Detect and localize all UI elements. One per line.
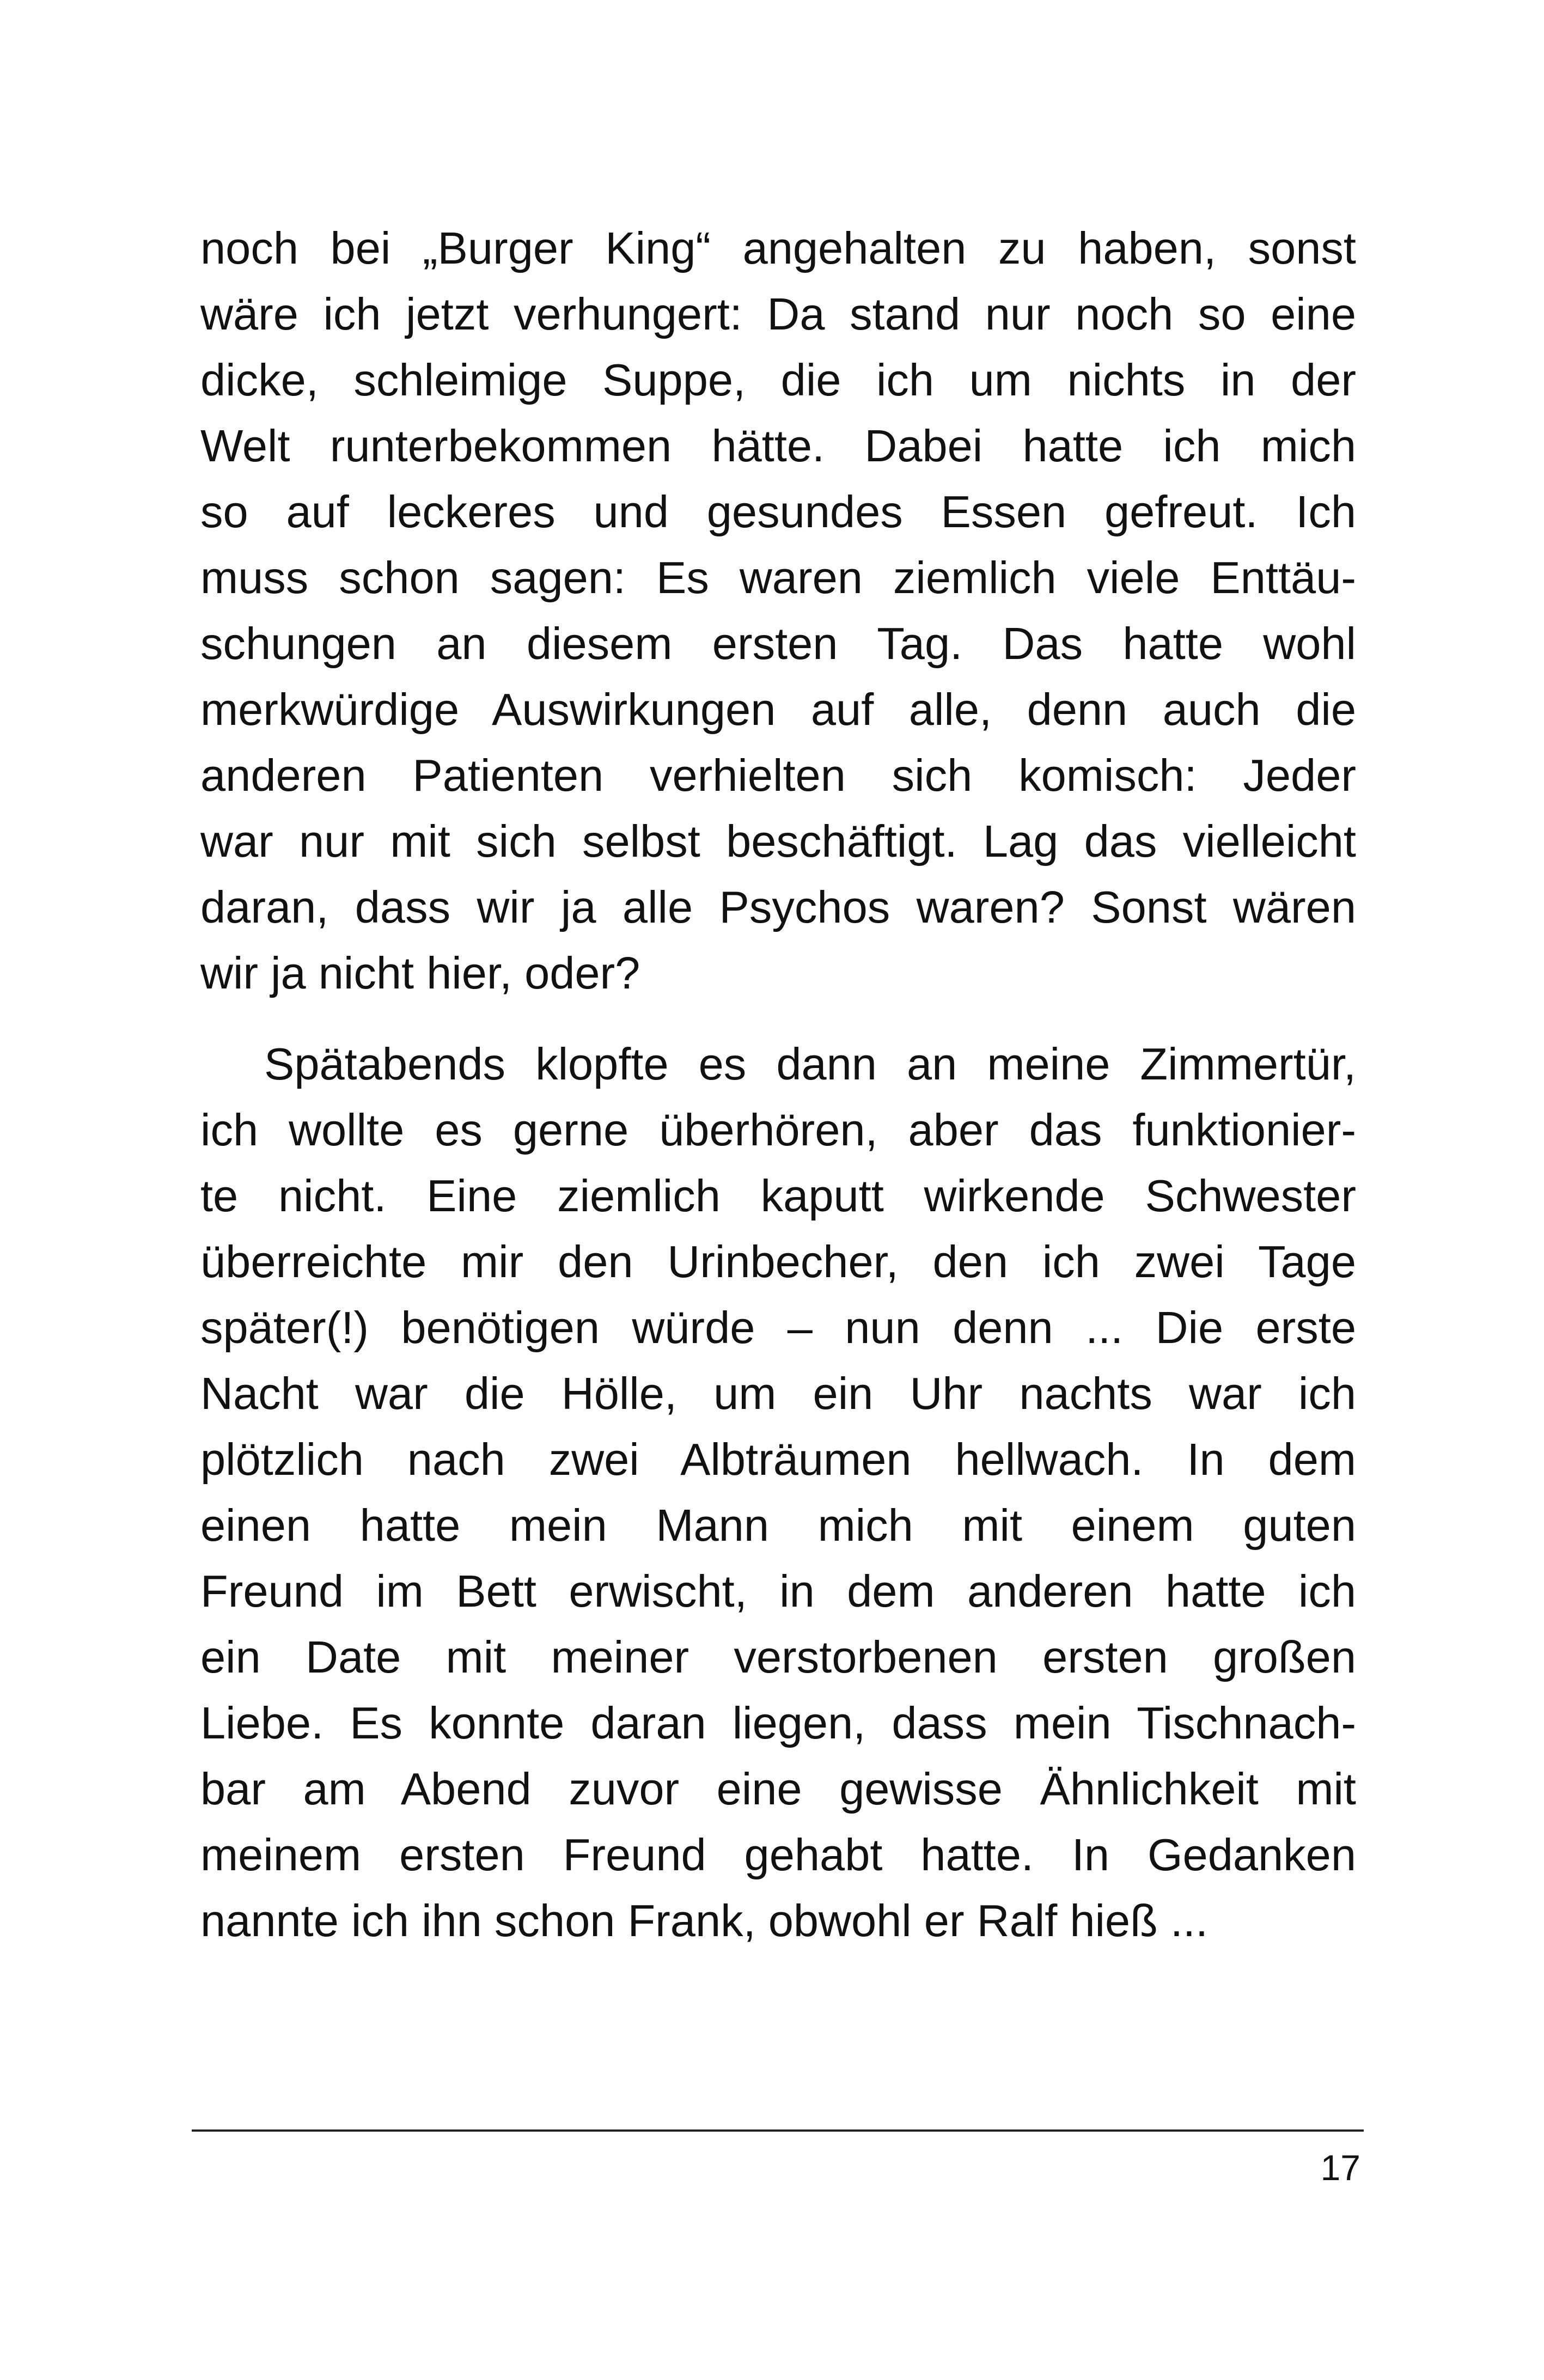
text-line: Welt runterbekommen hätte. Dabei hatte ich mich <box>200 420 1356 471</box>
body-text <box>200 215 1356 1954</box>
text-line: anderen Patienten verhielten sich komisch: Jeder <box>200 750 1356 801</box>
footer-divider <box>192 2129 1364 2132</box>
text-line: Nacht war die Hölle, um ein Uhr nachts war ich <box>200 1368 1356 1419</box>
text-line: Spätabends klopfte es dann an meine Zimmertür, <box>264 1039 1356 1089</box>
text-line: nannte ich ihn schon Frank, obwohl er Ralf hieß ... <box>200 1895 1209 1946</box>
text-line: Freund im Bett erwischt, in dem anderen hatte ich <box>200 1566 1356 1616</box>
text-line: später(!) benötigen würde – nun denn ... Die erste <box>200 1302 1356 1353</box>
text-line: muss schon sagen: Es waren ziemlich viele Enttäu- <box>200 552 1356 603</box>
text-line: überreichte mir den Urinbecher, den ich zwei Tage <box>200 1236 1356 1287</box>
text-line: te nicht. Eine ziemlich kaputt wirkende Schwester <box>200 1170 1356 1221</box>
text-line: wir ja nicht hier, oder? <box>200 948 640 998</box>
text-line: ich wollte es gerne überhören, aber das funktionier- <box>200 1104 1356 1155</box>
text-line: war nur mit sich selbst beschäftigt. Lag das vielleicht <box>200 816 1356 866</box>
text-line: bar am Abend zuvor eine gewisse Ähnlichkeit mit <box>200 1763 1356 1814</box>
text-line: merkwürdige Auswirkungen auf alle, denn auch die <box>200 684 1356 735</box>
text-line: meinem ersten Freund gehabt hatte. In Gedanken <box>200 1829 1356 1880</box>
text-line: daran, dass wir ja alle Psychos waren? Sonst wären <box>200 882 1356 932</box>
text-line: dicke, schleimige Suppe, die ich um nichts in der <box>200 355 1356 405</box>
text-line: wäre ich jetzt verhungert: Da stand nur noch so eine <box>200 289 1356 339</box>
text-line: einen hatte mein Mann mich mit einem guten <box>200 1500 1356 1551</box>
text-line: so auf leckeres und gesundes Essen gefreut. Ich <box>200 486 1356 537</box>
paragraph-gap <box>200 1006 1356 1031</box>
text-line: ein Date mit meiner verstorbenen ersten großen <box>200 1632 1356 1682</box>
text-line: plötzlich nach zwei Albträumen hellwach. In dem <box>200 1434 1356 1485</box>
text-line: Liebe. Es konnte daran liegen, dass mein Tischnach- <box>200 1698 1356 1748</box>
text-line: noch bei „Burger King“ angehalten zu haben, sonst <box>200 223 1356 273</box>
page-number: 17 <box>1320 2147 1360 2188</box>
text-line: schungen an diesem ersten Tag. Das hatte wohl <box>200 618 1356 669</box>
